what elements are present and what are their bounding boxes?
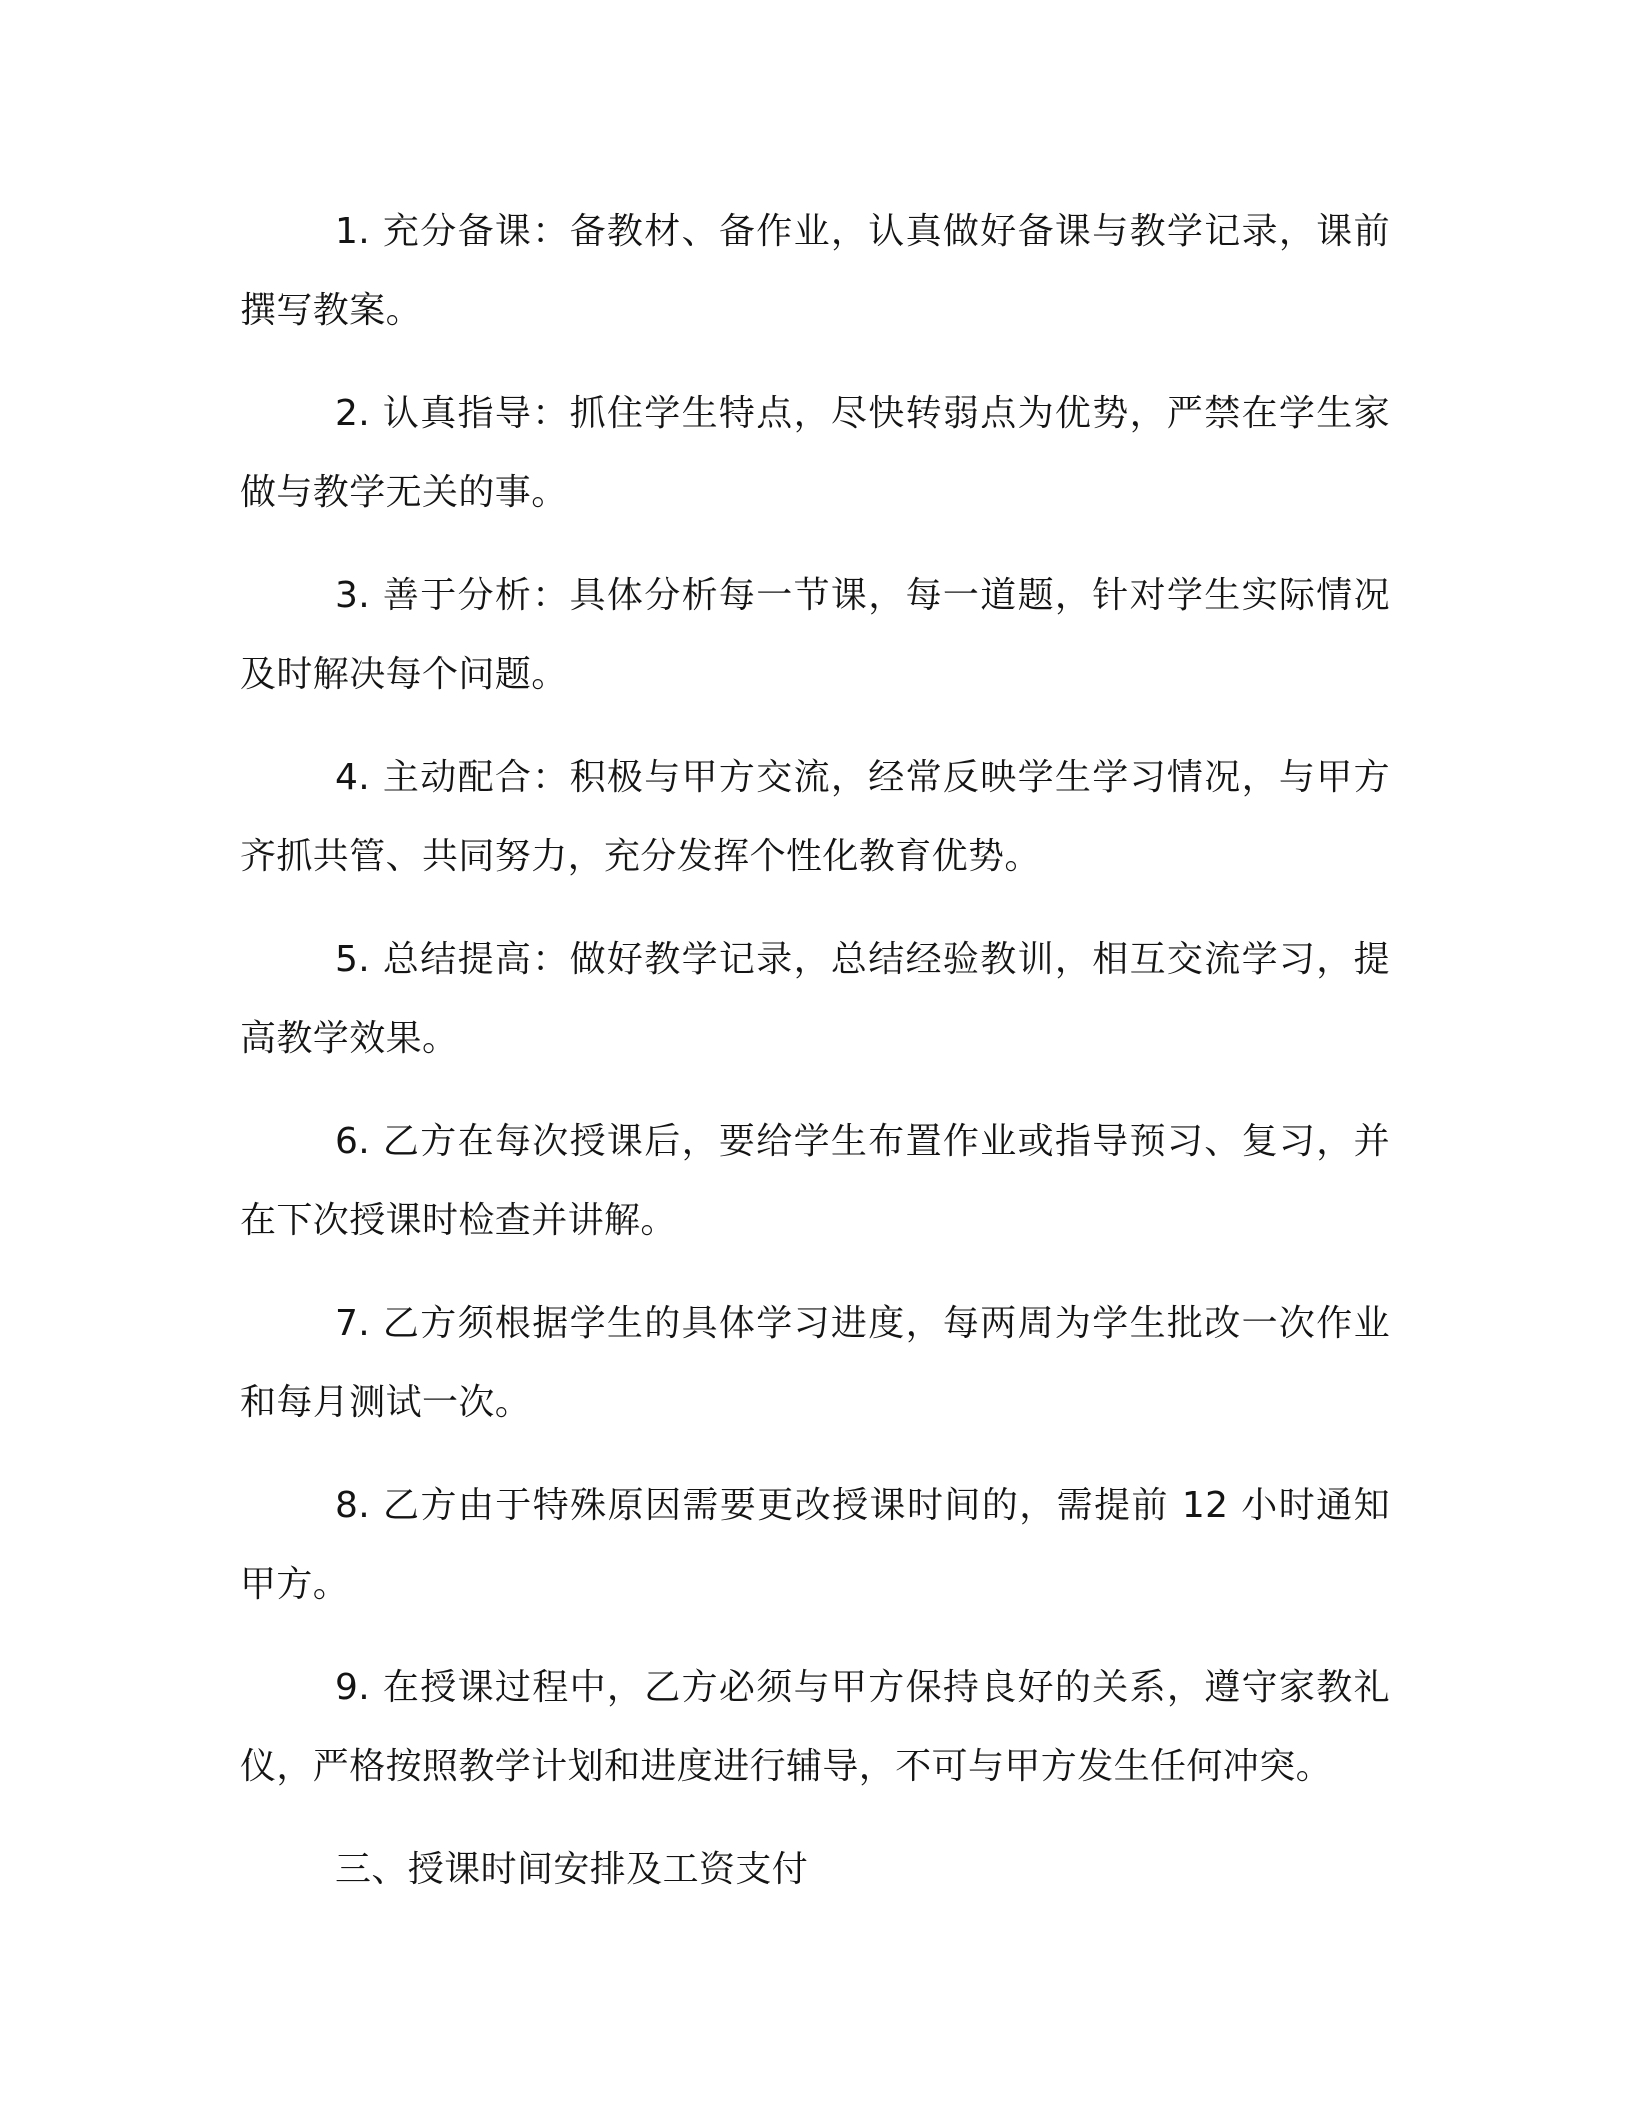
clause-3: 3. 善于分析：具体分析每一节课，每一道题，针对学生实际情况及时解决每个问题。	[240, 575, 1390, 695]
clause-7: 7. 乙方须根据学生的具体学习进度，每两周为学生批改一次作业和每月测试一次。	[240, 1303, 1390, 1423]
section-heading: 三、授课时间安排及工资支付	[335, 1849, 809, 1890]
clause-4: 4. 主动配合：积极与甲方交流，经常反映学生学习情况，与甲方齐抓共管、共同努力，充分发挥个性化教育优势。	[240, 757, 1390, 877]
clause-2: 2. 认真指导：抓住学生特点，尽快转弱点为优势，严禁在学生家做与教学无关的事。	[240, 393, 1390, 513]
clause-6: 6. 乙方在每次授课后，要给学生布置作业或指导预习、复习，并在下次授课时检查并讲解。	[240, 1121, 1390, 1241]
clause-5: 5. 总结提高：做好教学记录，总结经验教训，相互交流学习，提高教学效果。	[240, 939, 1390, 1059]
clause-1: 1. 充分备课：备教材、备作业，认真做好备课与教学记录，课前撰写教案。	[240, 211, 1390, 331]
clause-8: 8. 乙方由于特殊原因需要更改授课时间的，需提前 12 小时通知甲方。	[240, 1485, 1390, 1605]
document-body	[240, 192, 1390, 1909]
clause-9: 9. 在授课过程中，乙方必须与甲方保持良好的关系，遵守家教礼仪，严格按照教学计划和进度进行辅导，不可与甲方发生任何冲突。	[240, 1667, 1390, 1787]
